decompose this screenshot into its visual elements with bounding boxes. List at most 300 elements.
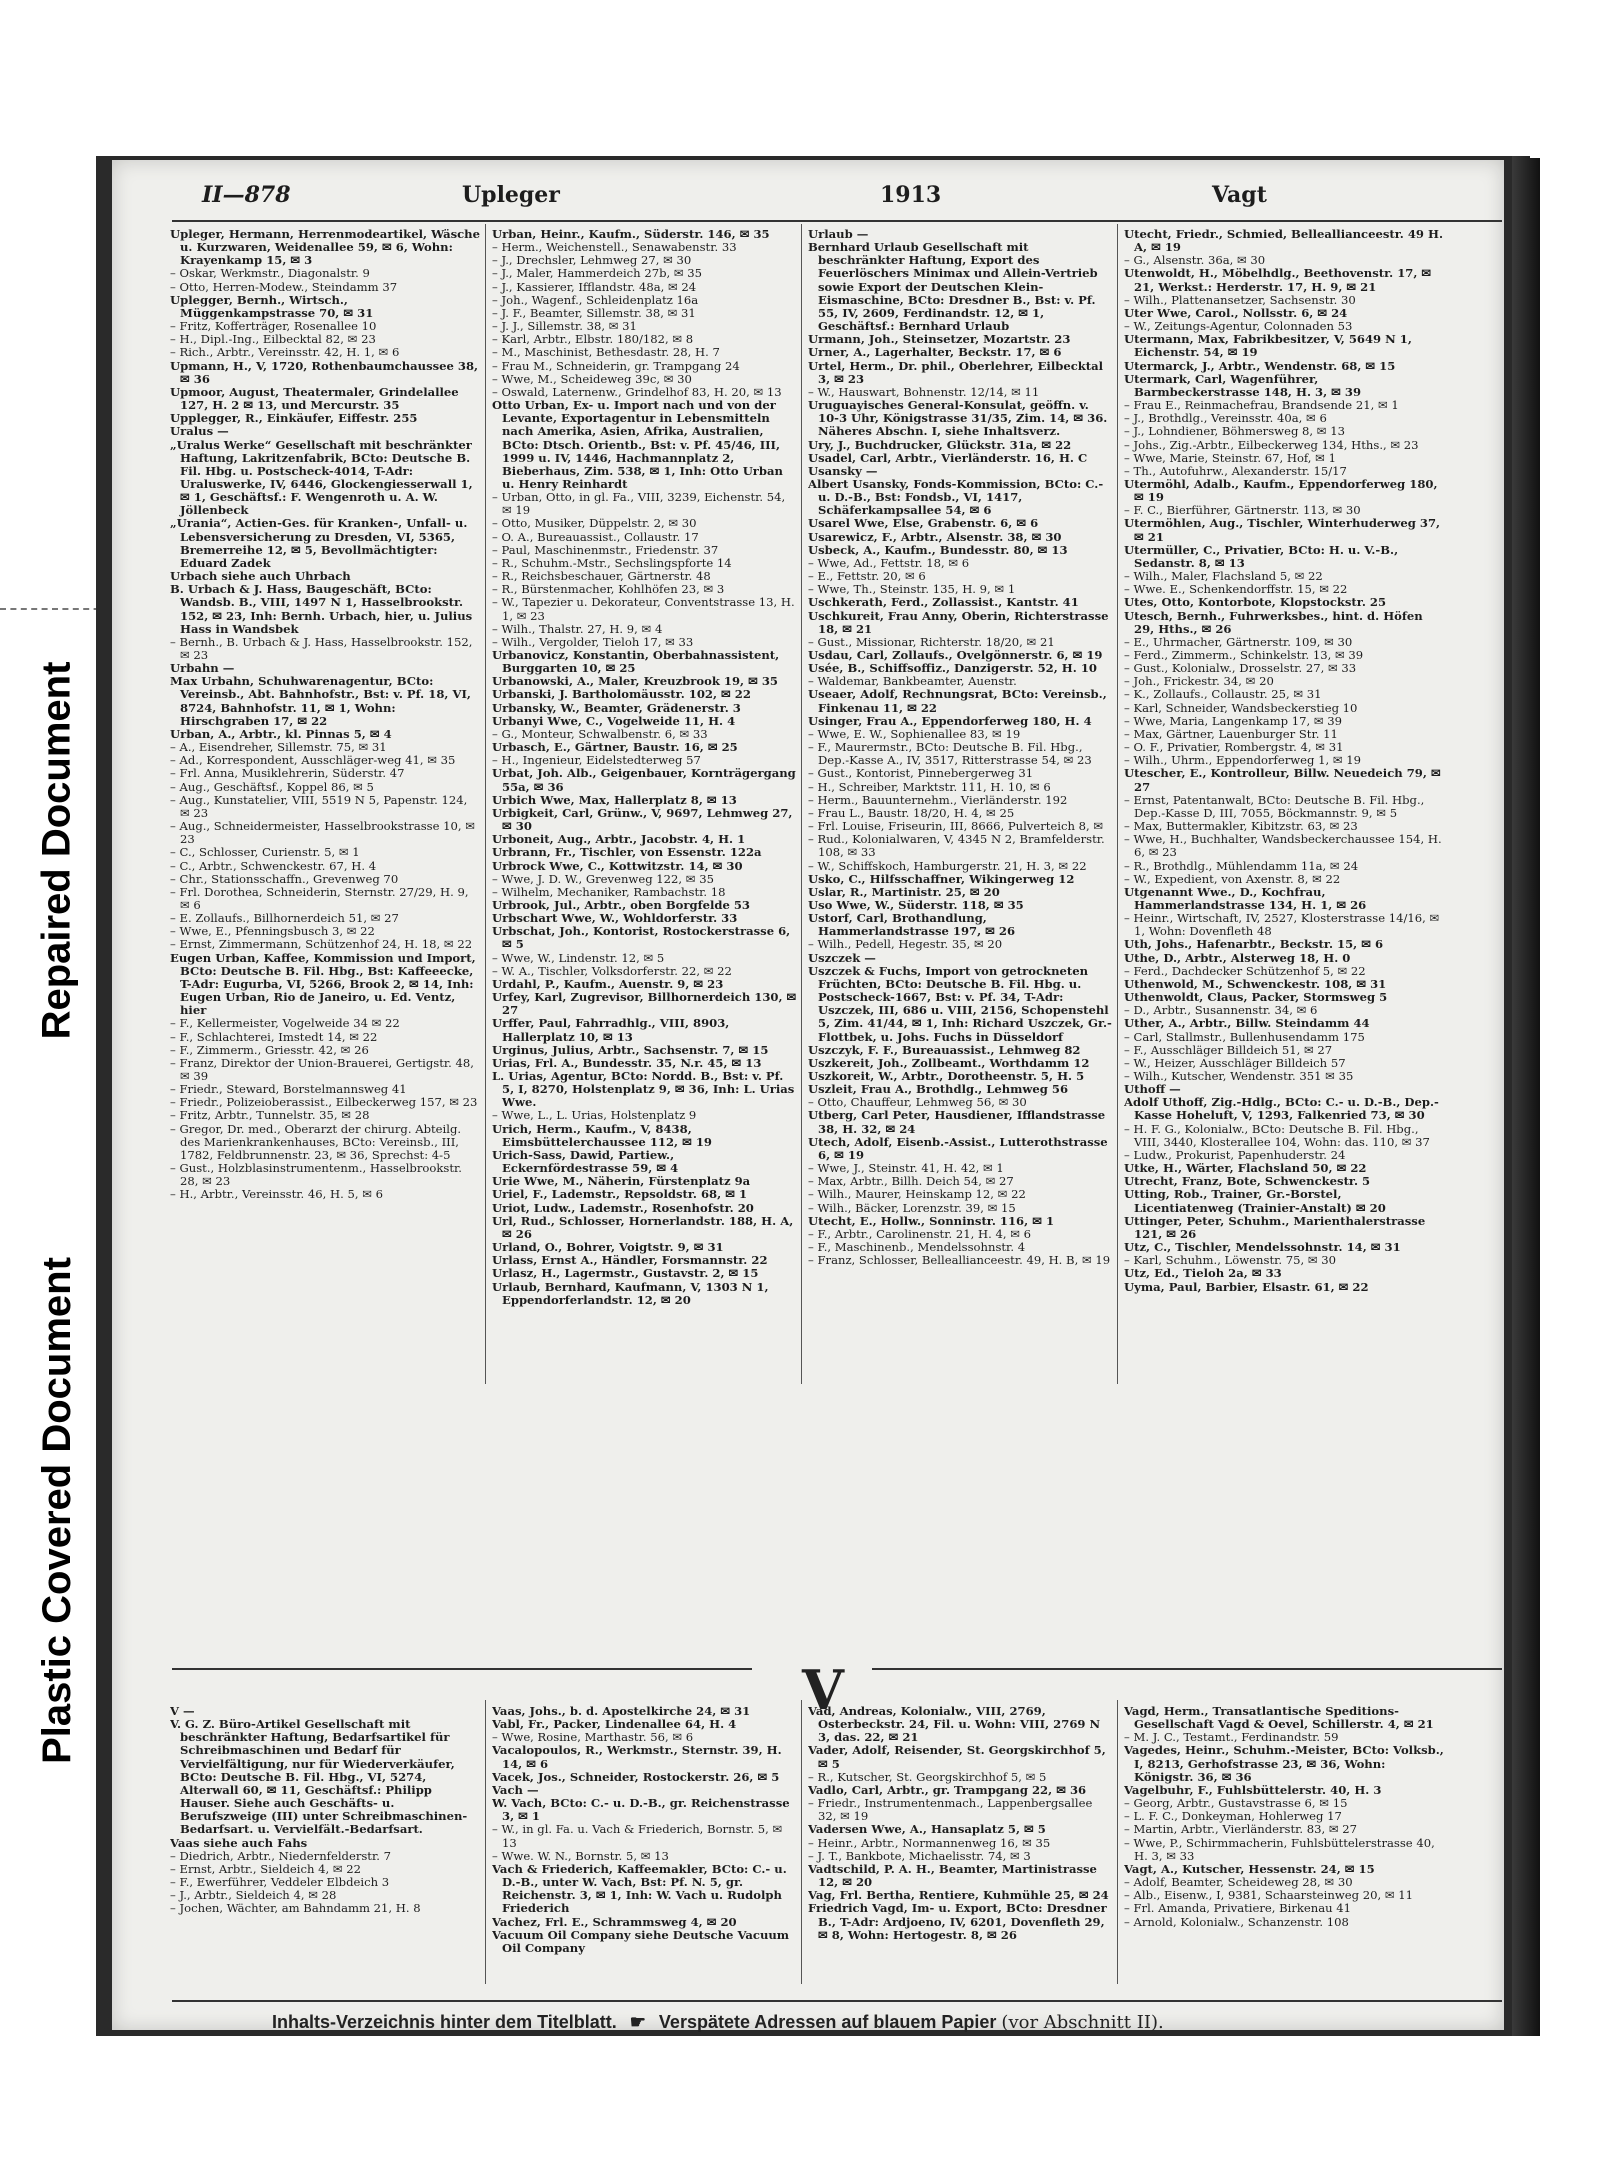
directory-entry: – Heinr., Wirtschaft, IV, 2527, Klosterstrasse 14/16, ✉ 1, Wohn: Dovenfleth 48 [1124, 911, 1440, 939]
directory-entry: – Joh., Wagenf., Schleidenplatz 16a [492, 292, 699, 307]
directory-entry: Uriot, Ludw., Lademstr., Rosenhofstr. 20 [492, 1200, 754, 1215]
directory-entry: Usinger, Frau A., Eppendorferweg 180, H. 4 [808, 713, 1092, 728]
directory-entry: – Alb., Eisenw., I, 9381, Schaarsteinweg 20, ✉ 11 [1124, 1888, 1413, 1903]
directory-entry: – Gust., Holzblasinstrumentenm., Hasselbrookstr. 28, ✉ 23 [170, 1161, 462, 1189]
directory-entry: Vacek, Jos., Schneider, Rostockerstr. 26, ✉ 5 [492, 1769, 780, 1784]
directory-entry: – K., Zollaufs., Collaustr. 25, ✉ 31 [1124, 687, 1322, 702]
directory-entry: Urban, A., Arbtr., kl. Pinnas 5, ✉ 4 [170, 726, 392, 741]
directory-entry: B. Urbach & J. Hass, Baugeschäft, BCto: Wandsb. B., VIII, 1497 N 1, Hasselbrookstr. 152, ✉ 23, Inh: Bernh. Urbach, hier, u. Julius Hass in Wandsbek [170, 582, 473, 636]
directory-entry: – O. A., Bureauassist., Collaustr. 17 [492, 529, 699, 544]
directory-entry: – J. T., Bankbote, Michaelisstr. 74, ✉ 3 [808, 1848, 1031, 1863]
header-last-entry: Vagt [1212, 182, 1267, 208]
directory-entry: – F., Schlachterei, Imstedt 14, ✉ 22 [170, 1029, 378, 1044]
directory-entry: Urbat, Joh. Alb., Geigenbauer, Kornträgergang 55a, ✉ 36 [492, 766, 796, 794]
directory-entry: – R., Bürstenmacher, Kohlhöfen 23, ✉ 3 [492, 582, 725, 597]
directory-entry: Utgenannt Wwe., D., Kochfrau, Hammerlandstrasse 134, H. 1, ✉ 26 [1124, 884, 1367, 912]
directory-entry: Utermann, Max, Fabrikbesitzer, V, 5649 N 1, Eichenstr. 54, ✉ 19 [1124, 332, 1412, 360]
directory-entry: – Karl, Schuhm., Löwenstr. 75, ✉ 30 [1124, 1253, 1337, 1268]
directory-entry: Urboneit, Aug., Arbtr., Jacobstr. 4, H. 1 [492, 832, 746, 847]
directory-entry: – A., Eisendreher, Sillemstr. 75, ✉ 31 [170, 740, 387, 755]
directory-entry: Utermark, Carl, Wagenführer, Barmbeckerstrasse 148, H. 3, ✉ 39 [1124, 371, 1362, 399]
directory-entry: – W., Heizer, Ausschläger Billdeich 57 [1124, 1055, 1346, 1070]
directory-entry: – O. F., Privatier, Rombergstr. 4, ✉ 31 [1124, 740, 1344, 755]
directory-entry: Max Urbahn, Schuhwarenagentur, BCto: Vereinsb., Abt. Bahnhofstr., Bst: v. Pf. 18, VI, 8724, Bahnhofstr. 11, ✉ 1, Wohn: Hirschgraben 17, ✉ 22 [170, 674, 471, 728]
directory-entry: – F., Zimmerm., Griesstr. 42, ✉ 26 [170, 1042, 369, 1057]
directory-entry: Urbrann, Fr., Tischler, von Essenstr. 122a [492, 845, 762, 860]
directory-entry: L. Urias, Agentur, BCto: Nordd. B., Bst: v. Pf. 5, I, 8270, Holstenplatz 9, ✉ 36, Inh: L. Urias Wwe. [492, 1069, 795, 1110]
directory-entry: – Wilh., Kutscher, Wendenstr. 351 ✉ 35 [1124, 1069, 1354, 1083]
directory-entry: Urner, A., Lagerhalter, Beckstr. 17, ✉ 6 [808, 345, 1062, 360]
directory-entry: – W., Tapezier u. Dekorateur, Conventstrasse 13, H. 1, ✉ 23 [492, 595, 795, 623]
directory-entry: Url, Rud., Schlosser, Hornerlandstr. 188, H. A, ✉ 26 [492, 1213, 794, 1241]
directory-column [492, 1705, 797, 1995]
directory-entry: – Wilhelm, Mechaniker, Rambachstr. 18 [492, 884, 726, 899]
directory-entry: – Martin, Arbtr., Vierländerstr. 83, ✉ 27 [1124, 1822, 1358, 1837]
directory-entry: Uszleit, Frau A., Brothdlg., Lehmweg 56 [808, 1082, 1069, 1097]
directory-entry: Urie Wwe, M., Näherin, Fürstenplatz 9a [492, 1174, 751, 1189]
directory-entry: – Urban, Otto, in gl. Fa., VIII, 3239, Eichenstr. 54, ✉ 19 [492, 490, 786, 518]
header-rule [172, 220, 1502, 222]
directory-entry: Useaer, Adolf, Rechnungsrat, BCto: Vereinsb., Finkenau 11, ✉ 22 [808, 687, 1107, 715]
directory-page [112, 160, 1504, 2033]
directory-column [1124, 1705, 1444, 1995]
directory-entry: Usée, B., Schiffsoffiz., Danzigerstr. 52, H. 10 [808, 661, 1097, 676]
directory-entry: – Bernh., B. Urbach & J. Hass, Hasselbrookstr. 152, ✉ 23 [170, 634, 473, 662]
directory-entry: – Gust., Missionar, Richterstr. 18/20, ✉ 21 [808, 634, 1055, 649]
directory-entry: – Ludw., Prokurist, Papenhuderstr. 24 [1124, 1147, 1346, 1162]
directory-entry: – D., Arbtr., Susannenstr. 34, ✉ 6 [1124, 1003, 1318, 1018]
directory-entry: – Jochen, Wächter, am Bahndamm 21, H. 8 [170, 1901, 421, 1916]
directory-entry: Utz, Ed., Tieloh 2a, ✉ 33 [1124, 1266, 1282, 1281]
directory-entry: – E., Uhrmacher, Gärtnerstr. 109, ✉ 30 [1124, 634, 1353, 649]
directory-entry: Urginus, Julius, Arbtr., Sachsenstr. 7, ✉ 15 [492, 1042, 769, 1057]
directory-entry: – Wwe. W. N., Bornstr. 5, ✉ 13 [492, 1848, 669, 1863]
directory-entry: – Herm., Weichenstell., Senawabenstr. 33 [492, 240, 737, 255]
section-rule-left [172, 1668, 752, 1670]
directory-entry: – W., in gl. Fa. u. Vach & Friederich, Bornstr. 5, ✉ 13 [492, 1822, 783, 1850]
directory-entry: – Wwe, J. D. W., Grevenweg 122, ✉ 35 [492, 871, 714, 886]
directory-entry: – Wilh., Maler, Flachsland 5, ✉ 22 [1124, 569, 1323, 584]
directory-entry: Utesch, Bernh., Fuhrwerksbes., hint. d. Höfen 29, Hths., ✉ 26 [1124, 608, 1423, 636]
directory-entry: – Wilh., Pedell, Hegestr. 35, ✉ 20 [808, 937, 1003, 952]
directory-entry: Uthenwoldt, Claus, Packer, Stormsweg 5 [1124, 990, 1388, 1005]
directory-entry: – Karl, Schneider, Wandsbeckerstieg 10 [1124, 700, 1358, 715]
directory-entry: Urban, Heinr., Kaufm., Süderstr. 146, ✉ 35 [492, 228, 770, 241]
directory-entry: – H. F. G., Kolonialw., BCto: Deutsche B. Fil. Hbg., VIII, 3440, Klosterallee 104, Wohn: das. 110, ✉ 37 [1124, 1121, 1430, 1149]
directory-entry: Uschkerath, Ferd., Zollassist., Kantstr. 41 [808, 595, 1079, 610]
directory-entry: Uschkureit, Frau Anny, Oberin, Richterstrasse 18, ✉ 21 [808, 608, 1109, 636]
directory-entry: Urbich Wwe, Max, Hallerplatz 8, ✉ 13 [492, 792, 737, 807]
directory-entry: – F., Maurermstr., BCto: Deutsche B. Fil. Hbg., Dep.-Kasse A., IV, 3517, Ritterstrasse 54, ✉ 23 [808, 740, 1092, 768]
directory-entry: Utes, Otto, Kontorbote, Klopstockstr. 25 [1124, 595, 1387, 610]
directory-entry: – Oskar, Werkmstr., Diagonalstr. 9 [170, 266, 370, 281]
directory-entry: Uszczek — [808, 950, 876, 965]
plastic-covered-document-label: Plastic Covered Document [34, 1256, 79, 1764]
directory-entry: – Joh., Frickestr. 34, ✉ 20 [1124, 674, 1274, 689]
directory-entry: Uszkereit, Joh., Zollbeamt., Worthdamm 12 [808, 1055, 1090, 1070]
directory-entry: – E. Zollaufs., Billhornerdeich 51, ✉ 27 [170, 911, 399, 926]
directory-entry: Urbahn — [170, 661, 235, 676]
directory-entry: Vaas siehe auch Fahs [170, 1835, 308, 1850]
directory-entry: Otto Urban, Ex- u. Import nach und von der Levante, Exportagentur in Lebensmitteln nach Amerika, Asien, Afrika, Australien, BCto: Dtsch. Orientb., Bst: v. Pf. 45/46, III, 1999 u. IV, 1446, Hachmannplatz 2, Bieberhaus, Zim. 538, ✉ 1, Inh: Otto Urban u. Henry Reinhardt [492, 398, 783, 491]
directory-entry: Vach — [492, 1782, 539, 1797]
directory-entry: – J., Lohndiener, Böhmersweg 8, ✉ 13 [1124, 424, 1345, 439]
footer-section-note: (vor Abschnitt II). [1001, 2012, 1164, 2033]
directory-entry: Albert Usansky, Fonds-Kommission, BCto: C.- u. D.-B., Bst: Fondsb., VI, 1417, Schäferkampsallee 54, ✉ 6 [808, 476, 1104, 518]
header-year: 1913 [880, 182, 942, 208]
directory-entry: Utermöhlen, Aug., Tischler, Winterhuderweg 37, ✉ 21 [1124, 516, 1441, 544]
directory-entry: – J., Arbtr., Sieldeich 4, ✉ 28 [170, 1888, 337, 1903]
directory-entry: Utermarck, J., Arbtr., Wendenstr. 68, ✉ 15 [1124, 358, 1396, 373]
directory-entry: Utech, Adolf, Eisenb.-Assist., Lutterothstrasse 6, ✉ 19 [808, 1134, 1108, 1162]
footer-index-note: Inhalts-Verzeichnis hinter dem Titelblatt. [272, 2012, 617, 2032]
directory-column [808, 1705, 1113, 1995]
directory-entry: Utz, C., Tischler, Mendelssohnstr. 14, ✉ 31 [1124, 1240, 1401, 1255]
directory-entry: – Aug., Schneidermeister, Hasselbrookstrasse 10, ✉ 23 [170, 819, 476, 847]
directory-entry: Urbrock Wwe, C., Kottwitzstr. 14, ✉ 30 [492, 858, 743, 873]
directory-entry: – Herm., Bauunternehm., Vierländerstr. 192 [808, 792, 1068, 807]
directory-entry: – Friedr., Polizeioberassist., Eilbeckerweg 157, ✉ 23 [170, 1095, 478, 1110]
directory-entry: Urbigkeit, Carl, Grünw., V, 9697, Lehmweg 27, ✉ 30 [492, 805, 793, 834]
directory-entry: – Otto, Chauffeur, Lehmweg 56, ✉ 30 [808, 1095, 1027, 1110]
directory-entry: – Ernst, Arbtr., Sieldeich 4, ✉ 22 [170, 1861, 362, 1876]
directory-entry: – J. J., Sillemstr. 38, ✉ 31 [492, 319, 637, 334]
directory-entry: – Wwe, H., Buchhalter, Wandsbeckerchaussee 154, H. 6, ✉ 23 [1124, 832, 1442, 860]
directory-entry: Upleger, Hermann, Herrenmodeartikel, Wäsche u. Kurzwaren, Weidenallee 59, ✉ 6, Wohn: Krayenkamp 15, ✉ 3 [170, 228, 480, 268]
directory-entry: „Urania“, Actien-Ges. für Kranken-, Unfall- u. Lebensversicherung zu Dresden, VI, 5365, Bremerreihe 12, ✉ 5, Bevollmächtigter: Eduard Zadek [170, 516, 468, 570]
directory-entry: Urlass, Ernst A., Händler, Forsmannstr. 22 [492, 1253, 768, 1268]
directory-entry: – Waldemar, Bankbeamter, Auenstr. [808, 674, 1017, 689]
directory-entry: Uralus — [170, 424, 229, 439]
directory-entry: – J., Drechsler, Lehmweg 27, ✉ 30 [492, 253, 692, 268]
directory-entry: – Oswald, Laternenw., Grindelhof 83, H. 20, ✉ 13 [492, 384, 782, 399]
directory-entry: – Aug., Geschäftsf., Koppel 86, ✉ 5 [170, 779, 374, 794]
directory-entry: – Frl. Anna, Musiklehrerin, Süderstr. 47 [170, 766, 405, 781]
directory-entry: – Otto, Herren-Modew., Steindamm 37 [170, 279, 398, 294]
directory-entry: W. Vach, BCto: C.- u. D.-B., gr. Reichenstrasse 3, ✉ 1 [492, 1796, 790, 1824]
directory-column [170, 1705, 480, 1995]
directory-entry: – Wwe, W., Lindenstr. 12, ✉ 5 [492, 950, 665, 965]
directory-entry: – R., Schuhm.-Mstr., Sechslingspforte 14 [492, 555, 732, 570]
directory-entry: – R., Brothdlg., Mühlendamm 11a, ✉ 24 [1124, 858, 1359, 873]
header-first-entry: Upleger [462, 182, 560, 208]
directory-entry: Urland, O., Bohrer, Voigtstr. 9, ✉ 31 [492, 1240, 724, 1255]
directory-entry: V — [170, 1705, 195, 1718]
directory-entry: – Wilh., Plattenansetzer, Sachsenstr. 30 [1124, 292, 1356, 307]
directory-entry: Usarel Wwe, Else, Grabenstr. 6, ✉ 6 [808, 516, 1039, 531]
directory-entry: – Georg, Arbtr., Gustavstrasse 6, ✉ 15 [1124, 1796, 1348, 1811]
directory-entry: – Otto, Musiker, Düppelstr. 2, ✉ 30 [492, 516, 697, 531]
directory-entry: – F., Arbtr., Carolinenstr. 21, H. 4, ✉ 6 [808, 1226, 1031, 1241]
directory-entry: – Wwe, Th., Steinstr. 135, H. 9, ✉ 1 [808, 582, 1016, 597]
directory-entry: – W., Zeitungs-Agentur, Colonnaden 53 [1124, 319, 1353, 334]
directory-entry: Uttinger, Peter, Schuhm., Marienthalerstrasse 121, ✉ 26 [1124, 1213, 1426, 1241]
column-divider [1117, 224, 1118, 1384]
directory-entry: – Ferd., Zimmerm., Schinkelstr. 13, ✉ 39 [1124, 648, 1364, 662]
column-divider [801, 224, 802, 1384]
directory-entry: Urtel, Herm., Dr. phil., Oberlehrer, Eilbecktal 3, ✉ 23 [808, 358, 1104, 386]
directory-entry: – C., Schlosser, Curienstr. 5, ✉ 1 [170, 845, 360, 860]
directory-entry: Friedrich Vagd, Im- u. Export, BCto: Dresdner B., T-Adr: Ardjoeno, IV, 6201, Dovenfleth 29, ✉ 8, Wohn: Hertogestr. 8, ✉ 26 [808, 1901, 1107, 1942]
directory-entry: – Frau E., Reinmachefrau, Brandsende 21, ✉ 1 [1124, 398, 1399, 413]
directory-entry: Vachez, Frl. E., Schrammsweg 4, ✉ 20 [492, 1914, 737, 1929]
directory-entry: Urbasch, E., Gärtner, Baustr. 16, ✉ 25 [492, 740, 738, 755]
directory-entry: – Wwe, Rosine, Marthastr. 56, ✉ 6 [492, 1730, 694, 1745]
directory-entry: Utescher, E., Kontrolleur, Billw. Neuedeich 79, ✉ 27 [1124, 766, 1441, 794]
directory-entry: – Max, Buttermakler, Kibitzstr. 63, ✉ 23 [1124, 819, 1358, 834]
directory-entry: – G., Alsenstr. 36a, ✉ 30 [1124, 253, 1266, 268]
directory-entry: – Wilh., Maurer, Heinskamp 12, ✉ 22 [808, 1187, 1026, 1202]
directory-entry: Vag, Frl. Bertha, Rentiere, Kuhmühle 25, ✉ 24 [808, 1888, 1109, 1903]
directory-entry: Vad, Andreas, Kolonialw., VIII, 2769, Osterbeckstr. 24, Fil. u. Wohn: VIII, 2769 N 3, das. 22, ✉ 21 [808, 1705, 1101, 1745]
directory-entry: – W., Schiffskoch, Hamburgerstr. 21, H. 3, ✉ 22 [808, 858, 1087, 873]
directory-entry: „Uralus Werke“ Gesellschaft mit beschränkter Haftung, Lakritzenfabrik, BCto: Deutsche B. Fil. Hbg. u. Postscheck-4014, T-Adr: Uraluswerke, IV, 6446, Glockengiesserwall 1, ✉ 1, Geschäftsf.: F. Wengenroth u. A. W. Jöllenbeck [170, 437, 473, 518]
directory-entry: – Rich., Arbtr., Vereinsstr. 42, H. 1, ✉ 6 [170, 345, 400, 360]
directory-entry: – W., Hauswart, Bohnenstr. 12/14, ✉ 11 [808, 384, 1040, 399]
directory-entry: – Max, Gärtner, Lauenburger Str. 11 [1124, 726, 1338, 741]
directory-entry: – H., Dipl.-Ing., Eilbecktal 82, ✉ 23 [170, 332, 376, 347]
directory-entry: – Max, Arbtr., Billh. Deich 54, ✉ 27 [808, 1174, 1014, 1189]
directory-entry: – Wwe, M., Scheideweg 39c, ✉ 30 [492, 371, 692, 386]
directory-entry: – Wilh., Bäcker, Lorenzstr. 39, ✉ 15 [808, 1200, 1016, 1215]
directory-entry: Utecht, E., Hollw., Sonninstr. 116, ✉ 1 [808, 1213, 1055, 1228]
directory-entry: Vabl, Fr., Packer, Lindenallee 64, H. 4 [492, 1717, 737, 1732]
directory-entry: Uthenwold, M., Schwenckestr. 108, ✉ 31 [1124, 976, 1387, 991]
directory-entry: Uszczek & Fuchs, Import von getrockneten Früchten, BCto: Deutsche B. Fil. Hbg. u. Postscheck-1667, Bst: v. Pf. 34, T-Adr: Uszczek, III, 686 u. VIII, 2156, Schopenstehl 5, Zim. 41/44, ✉ 1, Inh: Richard Uszczek, Gr.-Flottbek, u. Johs. Fuchs in Düsseldorf [808, 963, 1112, 1044]
directory-entry: – Rud., Kolonialwaren, V, 4345 N 2, Bramfelderstr. 108, ✉ 33 [808, 832, 1105, 860]
directory-entry: – Karl, Arbtr., Elbstr. 180/182, ✉ 8 [492, 332, 694, 347]
directory-entry: – Th., Autofuhrw., Alexanderstr. 15/17 [1124, 463, 1347, 478]
directory-entry: Vagt, A., Kutscher, Hessenstr. 24, ✉ 15 [1124, 1861, 1375, 1876]
directory-entry: Utke, H., Wärter, Flachsland 50, ✉ 22 [1124, 1161, 1367, 1176]
page-footer [272, 2012, 1472, 2033]
scan-edge [1512, 156, 1540, 2036]
pointing-hand-icon: ☛ [629, 2012, 646, 2032]
directory-entry: – J., Maler, Hammerdeich 27b, ✉ 35 [492, 266, 703, 281]
directory-entry: – Carl, Stallmstr., Bullenhusendamm 175 [1124, 1029, 1365, 1044]
directory-entry: Usdau, Carl, Zollaufs., Ovelgönnerstr. 6, ✉ 19 [808, 648, 1103, 662]
directory-column [1124, 228, 1444, 1388]
directory-entry: Usko, C., Hilfsschaffner, Wikingerweg 12 [808, 871, 1075, 886]
directory-entry: Uthoff — [1124, 1082, 1181, 1097]
directory-entry: – F., Ewerführer, Veddeler Elbdeich 3 [170, 1875, 390, 1890]
directory-entry: – Wwe, Maria, Langenkamp 17, ✉ 39 [1124, 713, 1343, 728]
directory-entry: – F., Maschinenb., Mendelssohnstr. 4 [808, 1240, 1026, 1255]
directory-entry: Vagd, Herm., Transatlantische Speditions-Gesellschaft Vagd & Oevel, Schillerstr. 4, ✉ 21 [1124, 1705, 1434, 1732]
section-divider-dashed [0, 608, 110, 610]
directory-entry: – W., Expedient, von Axenstr. 8, ✉ 22 [1124, 871, 1341, 886]
directory-entry: Urbanyi Wwe, C., Vogelweide 11, H. 4 [492, 713, 736, 728]
directory-entry: Ury, J., Buchdrucker, Glückstr. 31a, ✉ 22 [808, 437, 1072, 452]
directory-entry: Urdahl, P., Kaufm., Auenstr. 9, ✉ 23 [492, 976, 724, 991]
directory-column [808, 228, 1113, 1388]
directory-entry: – Heinr., Arbtr., Normannenweg 16, ✉ 35 [808, 1835, 1051, 1850]
directory-entry: Uslar, R., Martinistr. 25, ✉ 20 [808, 884, 1000, 899]
directory-entry: – Frau M., Schneiderin, gr. Trampgang 24 [492, 358, 740, 373]
directory-entry: – Wwe, Marie, Steinstr. 67, Hof, ✉ 1 [1124, 450, 1336, 465]
directory-entry: – Johs., Zig.-Arbtr., Eilbeckerweg 134, Hths., ✉ 23 [1124, 437, 1419, 452]
directory-entry: Vacuum Oil Company siehe Deutsche Vacuum Oil Company [492, 1927, 790, 1955]
column-divider [801, 1700, 802, 1984]
directory-entry: Uthe, D., Arbtr., Alsterweg 18, H. 0 [1124, 950, 1351, 965]
directory-entry: – Wwe. E., Schenkendorffstr. 15, ✉ 22 [1124, 582, 1348, 597]
directory-entry: Vadlo, Carl, Arbtr., gr. Trampgang 22, ✉ 36 [808, 1782, 1087, 1797]
directory-entry: Uther, A., Arbtr., Billw. Steindamm 44 [1124, 1016, 1370, 1031]
directory-entry: Urbrook, Jul., Arbtr., oben Borgfelde 53 [492, 897, 750, 912]
directory-entry: Uth, Johs., Hafenarbtr., Beckstr. 15, ✉ 6 [1124, 937, 1384, 952]
directory-entry: – Gregor, Dr. med., Oberarzt der chirurg. Abteilg. des Marienkrankenhauses, BCto: Vereinsb., III, 1782, Feldbrunnenstr. 23, ✉ 36, Sprechst: 4-5 [170, 1121, 462, 1162]
directory-entry: – E., Fettstr. 20, ✉ 6 [808, 569, 926, 584]
directory-entry: Uyma, Paul, Barbier, Elsastr. 61, ✉ 22 [1124, 1279, 1369, 1294]
directory-entry: Upmoor, August, Theatermaler, Grindelallee 127, H. 2 ✉ 13, und Mercurstr. 35 [170, 384, 459, 413]
directory-entry: – Wwe, E. W., Sophienallee 83, ✉ 19 [808, 726, 1021, 741]
directory-entry: Usarewicz, F., Arbtr., Alsenstr. 38, ✉ 30 [808, 529, 1062, 544]
directory-entry: – Fritz, Kofferträger, Rosenallee 10 [170, 319, 377, 334]
directory-entry: Upmann, H., V, 1720, Rothenbaumchaussee 38, ✉ 36 [170, 358, 479, 386]
directory-entry: Urlaub — [808, 228, 869, 241]
directory-entry: – J. F., Beamter, Sillemstr. 38, ✉ 31 [492, 305, 696, 320]
directory-entry: – M., Maschinist, Bethesdastr. 28, H. 7 [492, 345, 720, 360]
directory-entry: – Franz, Direktor der Union-Brauerei, Gertigstr. 48, ✉ 39 [170, 1055, 474, 1083]
directory-entry: – Diedrich, Arbtr., Niedernfelderstr. 7 [170, 1848, 391, 1863]
directory-entry: – Ad., Korrespondent, Ausschläger-weg 41, ✉ 35 [170, 753, 456, 768]
directory-entry: Utecht, Friedr., Schmied, Belleallianceestr. 49 H. A, ✉ 19 [1124, 228, 1444, 255]
directory-entry: – Aug., Kunstatelier, VIII, 5519 N 5, Papenstr. 124, ✉ 23 [170, 792, 468, 820]
directory-entry: Bernhard Urlaub Gesellschaft mit beschränkter Haftung, Export des Feuerlöschers Minimax und Allein-Vertrieb sowie Export der Deutschen Klein-Eismaschine, BCto: Dresdner B., Bst: v. Pf. 55, IV, 2609, Ferdinandstr. 12, ✉ 1, Geschäftsf.: Bernhard Urlaub [808, 240, 1098, 334]
directory-entry: – Wwe, J., Steinstr. 41, H. 42, ✉ 1 [808, 1161, 1004, 1176]
directory-entry: – L. F. C., Donkeyman, Hohlerweg 17 [1124, 1809, 1342, 1824]
footer-rule [172, 2000, 1502, 2002]
directory-entry: Utting, Rob., Trainer, Gr.-Borstel, Licentiatenweg (Trainier-Anstalt) ✉ 20 [1124, 1187, 1386, 1215]
directory-entry: Vagedes, Heinr., Schuhm.-Meister, BCto: Volksb., I, 8213, Gerhofstrasse 23, ✉ 36, Wohn: Königstr. 36, ✉ 36 [1124, 1743, 1444, 1784]
directory-entry: – Frl. Dorothea, Schneiderin, Sternstr. 27/29, H. 9, ✉ 6 [170, 884, 469, 912]
section-rule-right [872, 1668, 1502, 1670]
directory-entry: – H., Ingenieur, Eidelstedterweg 57 [492, 753, 701, 768]
directory-entry: – Fritz, Arbtr., Tunnelstr. 35, ✉ 28 [170, 1108, 370, 1123]
directory-entry: Vaas, Johs., b. d. Apostelkirche 24, ✉ 31 [492, 1705, 751, 1718]
directory-entry: – J., Brothdlg., Vereinsstr. 40a, ✉ 6 [1124, 411, 1327, 426]
directory-entry: Urbanovicz, Konstantin, Oberbahnassistent, Burggarten 10, ✉ 25 [492, 648, 780, 676]
directory-entry: Ustorf, Carl, Brothandlung, Hammerlandstrasse 197, ✉ 26 [808, 911, 1016, 939]
directory-entry: Utberg, Carl Peter, Hausdiener, Ifflandstrasse 38, H. 32, ✉ 24 [808, 1108, 1106, 1136]
directory-entry: Uszkoreit, W., Arbtr., Dorotheenstr. 5, H. 5 [808, 1069, 1085, 1083]
directory-entry: – G., Monteur, Schwalbenstr. 6, ✉ 33 [492, 726, 708, 741]
directory-entry: – F., Kellermeister, Vogelweide 34 ✉ 22 [170, 1016, 400, 1031]
directory-entry: – Ferd., Dachdecker Schützenhof 5, ✉ 22 [1124, 963, 1366, 978]
directory-entry: – Franz, Schlosser, Belleallianceestr. 49, H. B, ✉ 19 [808, 1253, 1111, 1268]
directory-entry: – Wilh., Vergolder, Tieloh 17, ✉ 33 [492, 634, 694, 649]
directory-entry: – Wwe, L., L. Urias, Holstenplatz 9 [492, 1108, 697, 1123]
directory-entry: Vadtschild, P. A. H., Beamter, Martinistrasse 12, ✉ 20 [808, 1861, 1097, 1890]
directory-entry: Urich, Herm., Kaufm., V, 8438, Eimsbüttelerchaussee 112, ✉ 19 [492, 1121, 712, 1149]
directory-entry: – F., Ausschläger Billdeich 51, ✉ 27 [1124, 1042, 1333, 1057]
directory-entry: – W. A., Tischler, Volksdorferstr. 22, ✉ 22 [492, 963, 732, 978]
directory-entry: Urich-Sass, Dawid, Partiew., Eckernfördestrasse 59, ✉ 4 [492, 1147, 679, 1176]
directory-entry: Vadersen Wwe, A., Hansaplatz 5, ✉ 5 [808, 1822, 1046, 1837]
directory-entry: – Frl. Amanda, Privatiere, Birkenau 41 [1124, 1901, 1352, 1916]
directory-entry: V. G. Z. Büro-Artikel Gesellschaft mit beschränkter Haftung, Bedarfsartikel für Schreibmaschinen und Bedarf für Vervielfältigung, nur für Wiederverkäufer, BCto: Deutsche B. Fil. Hbg., VI, 5274, Alterwall 60, ✉ 11, Geschäftsf.: Philipp Hauser. Siehe auch Geschäfts- u. Berufszweige (III) unter Schreibmaschinen-Bedarfsart. u. Vervielfält.-Bedarfsart. [170, 1717, 468, 1837]
directory-entry: – Ernst, Zimmermann, Schützenhof 24, H. 18, ✉ 22 [170, 937, 473, 952]
scan-corner-cutout [1530, 0, 1600, 158]
directory-entry: – H., Arbtr., Vereinsstr. 46, H. 5, ✉ 6 [170, 1187, 384, 1202]
directory-entry: – R., Reichsbeschauer, Gärtnerstr. 48 [492, 569, 711, 584]
directory-entry: Uso Wwe, W., Süderstr. 118, ✉ 35 [808, 897, 1024, 912]
directory-entry: – Friedr., Steward, Borstelmannsweg 41 [170, 1082, 407, 1097]
directory-entry: – Friedr., Instrumentenmach., Lappenbergsallee 32, ✉ 19 [808, 1796, 1093, 1824]
column-divider [1117, 1700, 1118, 1984]
directory-entry: Urbanski, J. Bartholomäusstr. 102, ✉ 22 [492, 687, 751, 702]
directory-entry: – Gust., Kolonialw., Drosselstr. 27, ✉ 33 [1124, 661, 1357, 676]
directory-entry: Usansky — [808, 463, 878, 478]
directory-entry: Utermöhl, Adalb., Kaufm., Eppendorferweg 180, ✉ 19 [1124, 476, 1438, 505]
directory-entry: Vader, Adolf, Reisender, St. Georgskirchhof 5, ✉ 5 [808, 1743, 1106, 1771]
directory-entry: Urlasz, H., Lagermstr., Gustavstr. 2, ✉ 15 [492, 1266, 759, 1281]
directory-entry: – Frl. Louise, Friseurin, III, 8666, Pulverteich 8, ✉ [808, 819, 1104, 834]
directory-entry: Uruguayisches General-Konsulat, geöffn. v. 10-3 Uhr, Königstrasse 31/35, Zim. 14, ✉ 36. Näheres Abschn. I, siehe Inhaltsverz. [808, 398, 1108, 439]
directory-entry: – Wwe, Ad., Fettstr. 18, ✉ 6 [808, 555, 970, 570]
directory-entry: Urffer, Paul, Fahrradhlg., VIII, 8903, Hallerplatz 10, ✉ 13 [492, 1016, 730, 1044]
directory-entry: Usbeck, A., Kaufm., Bundesstr. 80, ✉ 13 [808, 542, 1068, 557]
directory-entry: Urlaub, Bernhard, Kaufmann, V, 1303 N 1, Eppendorferlandstr. 12, ✉ 20 [492, 1279, 769, 1307]
directory-entry: Urbschat, Joh., Kontorist, Rostockerstrasse 6, ✉ 5 [492, 924, 791, 952]
directory-entry: Utenwoldt, H., Möbelhdlg., Beethovenstr. 17, ✉ 21, Werkst.: Herderstr. 17, H. 9, ✉ 21 [1124, 266, 1432, 294]
directory-entry: – Paul, Maschinenmstr., Friedenstr. 37 [492, 542, 719, 557]
page-number: II—878 [202, 182, 291, 208]
directory-entry: – F. C., Bierführer, Gärtnerstr. 113, ✉ 30 [1124, 503, 1361, 518]
directory-entry: Urbschart Wwe, W., Wohldorferstr. 33 [492, 911, 738, 926]
directory-entry: – Adolf, Beamter, Scheideweg 28, ✉ 30 [1124, 1875, 1353, 1890]
directory-entry: – Wwe, P., Schirmmacherin, Fuhlsbüttelerstrasse 40, H. 3, ✉ 33 [1124, 1835, 1435, 1863]
directory-entry: Urbach siehe auch Uhrbach [170, 569, 351, 584]
directory-entry: Uriel, F., Lademstr., Repsoldstr. 68, ✉ 1 [492, 1187, 748, 1202]
directory-entry: – Wwe, E., Pfenningsbusch 3, ✉ 22 [170, 924, 375, 939]
directory-entry: – Chr., Stationsschaffn., Grevenweg 70 [170, 871, 399, 886]
column-divider [485, 224, 486, 1384]
directory-entry: Eugen Urban, Kaffee, Kommission und Import, BCto: Deutsche B. Fil. Hbg., Bst: Kaffeeecke, T-Adr: Eugurba, VI, 5266, Brook 2, ✉ 14, Inh: Eugen Urban, Rio de Janeiro, u. Ed. Ventz, hier [170, 950, 476, 1018]
directory-entry: Urbansky, W., Beamter, Grädenerstr. 3 [492, 700, 741, 715]
directory-entry: Adolf Uthoff, Zig.-Hdlg., BCto: C.- u. D.-B., Dep.-Kasse Hoheluft, V, 1293, Falkenried 73, ✉ 30 [1124, 1095, 1439, 1123]
directory-entry: – Gust., Kontorist, Pinnebergerweg 31 [808, 766, 1034, 781]
directory-entry: Upplegger, R., Einkäufer, Eiffestr. 255 [170, 411, 418, 426]
directory-entry: – Arnold, Kolonialw., Schanzenstr. 108 [1124, 1914, 1349, 1929]
directory-column [492, 228, 797, 1388]
directory-entry: Uplegger, Bernh., Wirtsch., Müggenkampstrasse 70, ✉ 31 [170, 292, 374, 320]
column-divider [485, 1700, 486, 1984]
directory-entry: Vacalopoulos, R., Werkmstr., Sternstr. 39, H. 14, ✉ 6 [492, 1743, 782, 1771]
directory-entry: Urbanowski, A., Maler, Kreuzbrook 19, ✉ 35 [492, 674, 778, 689]
directory-entry: Uter Wwe, Carol., Nollsstr. 6, ✉ 24 [1124, 305, 1348, 320]
directory-entry: Utermüller, C., Privatier, BCto: H. u. V.-B., Sedanstr. 8, ✉ 13 [1124, 542, 1399, 570]
directory-entry: – M. J. C., Testamt., Ferdinandstr. 59 [1124, 1730, 1339, 1745]
page-header [202, 182, 1452, 218]
directory-entry: Vach & Friederich, Kaffeemakler, BCto: C.- u. D.-B., unter W. Vach, Bst: Pf. N. 5, gr. Reichenstr. 3, ✉ 1, Inh: W. Vach u. Rudolph Friederich [492, 1861, 787, 1916]
directory-entry: – C., Arbtr., Schwenckestr. 67, H. 4 [170, 858, 377, 873]
directory-entry: Utrecht, Franz, Bote, Schwenckestr. 5 [1124, 1174, 1371, 1189]
directory-entry: Usadel, Carl, Arbtr., Vierländerstr. 16, H. C [808, 450, 1088, 465]
repaired-document-label: Repaired Document [34, 661, 79, 1039]
directory-entry: Vagelbuhr, F., Fuhlsbüttelerstr. 40, H. 3 [1124, 1782, 1382, 1797]
section-letter: V [802, 1658, 844, 1722]
directory-entry: Urfey, Karl, Zugrevisor, Billhornerdeich 130, ✉ 27 [492, 990, 797, 1018]
directory-entry: – Wilh., Uhrm., Eppendorferweg 1, ✉ 19 [1124, 753, 1362, 768]
directory-column [170, 228, 480, 1388]
directory-entry: Urmann, Joh., Steinsetzer, Mozartstr. 23 [808, 332, 1071, 347]
directory-entry: – Ernst, Patentanwalt, BCto: Deutsche B. Fil. Hbg., Dep.-Kasse D, III, 7055, Böckmannstr. 9, ✉ 5 [1124, 792, 1425, 820]
directory-entry: Urias, Frl. A., Bundesstr. 35, N.r. 45, ✉ 13 [492, 1055, 762, 1070]
footer-late-addresses: Verspätete Adressen auf blauem Papier [658, 2012, 997, 2032]
directory-entry: – Wilh., Thalstr. 27, H. 9, ✉ 4 [492, 621, 663, 636]
directory-entry: Uszczyk, F. F., Bureauassist., Lehmweg 82 [808, 1042, 1081, 1057]
